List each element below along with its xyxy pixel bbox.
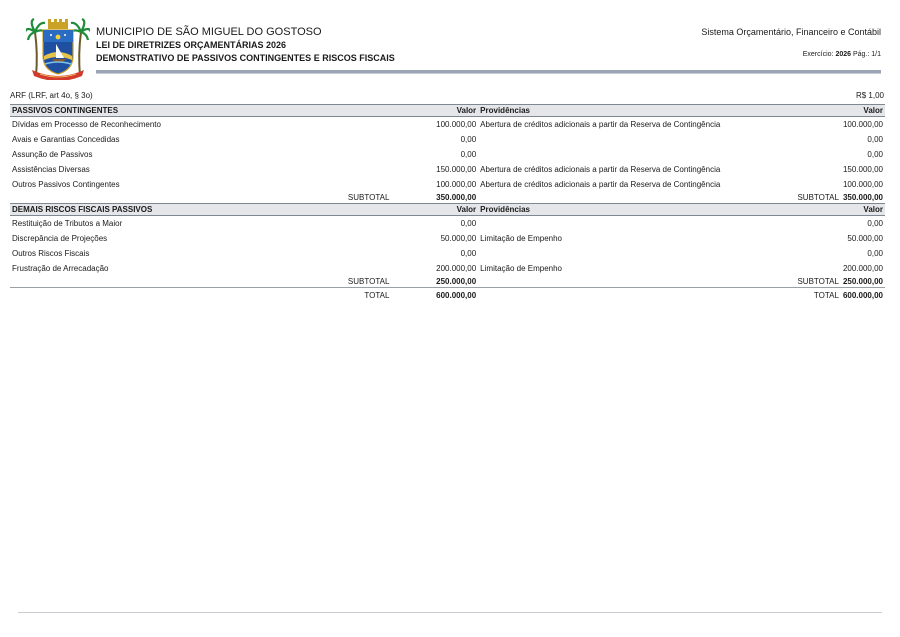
subtotal-providence-value: 250.000,00 [842,277,883,286]
row-label: Assistências Diversas [12,165,90,174]
spacer-cell [760,216,841,232]
row-label: Restituição de Tributos a Maior [12,219,123,228]
row-providence-value: 200.000,00 [842,264,883,273]
row-label: Avais e Garantias Concedidas [12,135,120,144]
spacer-cell [760,132,841,147]
row-providence-value: 0,00 [867,249,883,258]
row-providence: Limitação de Empenho [480,264,562,273]
row-providence-value: 100.000,00 [842,120,883,129]
providence-value-column-header: Valor [841,204,885,216]
total-value: 600.000,00 [436,290,477,300]
subtotal-label: SUBTOTAL [347,193,390,202]
municipal-coat-of-arms [26,18,90,80]
footer-divider [18,612,882,613]
exercise-label: Exercício: [802,51,834,58]
section-title: DEMAIS RISCOS FISCAIS PASSIVOS [10,204,391,216]
currency-unit: R$ 1,00 [855,91,884,100]
row-providence-value: 100.000,00 [842,180,883,189]
spacer-cell [478,192,760,204]
table-row [10,147,885,162]
subtotal-row [10,192,885,204]
row-label: Discrepância de Projeções [12,234,108,243]
row-providence: Abertura de créditos adicionais a partir da Reserva de Contingência [480,180,721,189]
spacer-cell [478,276,760,288]
report-title: DEMONSTRATIVO DE PASSIVOS CONTINGENTES E RISCOS FISCAIS [96,53,395,63]
row-providence-value: 150.000,00 [842,165,883,174]
row-label: Dívidas em Processo de Reconhecimento [12,120,161,129]
row-value: 0,00 [460,150,477,159]
row-label: Outros Riscos Fiscais [12,249,90,258]
law-title: LEI DE DIRETRIZES ORÇAMENTÁRIAS 2026 [96,40,287,50]
providences-column-header: Providências [478,105,760,117]
row-label: Frustração de Arrecadação [12,264,109,273]
row-value: 100.000,00 [436,120,477,129]
spacer-cell [760,261,841,276]
row-value: 0,00 [460,135,477,144]
subtotal-providence-value: 350.000,00 [842,193,883,202]
spacer-cell [760,117,841,133]
table-row [10,261,885,276]
total-providence-value: 600.000,00 [842,290,883,300]
providences-column-header: Providências [478,204,760,216]
row-value: 150.000,00 [436,165,477,174]
row-value: 200.000,00 [436,264,477,273]
subtotal-providence-label: SUBTOTAL [797,193,839,202]
report-meta [10,91,884,100]
exercise-year: 2026 [835,51,852,58]
row-providence [478,216,760,232]
municipality-name: MUNICIPIO DE SÃO MIGUEL DO GOSTOSO [96,26,322,38]
table-row [10,117,885,133]
exercise-info [701,51,881,58]
table-row [10,132,885,147]
spacer-cell [760,177,841,192]
value-column-header: Valor [391,105,478,117]
row-providence-value: 0,00 [867,219,883,228]
header-divider [96,70,881,74]
table-row [10,216,885,232]
row-providence-value: 50.000,00 [847,234,883,243]
system-header [701,26,881,58]
total-row [10,288,885,303]
row-value: 0,00 [460,249,477,258]
subtotal-value: 350.000,00 [436,193,477,202]
spacer-cell [760,147,841,162]
page-number: Pág.: 1/1 [852,51,881,58]
row-label: Assunção de Passivos [12,150,93,159]
row-value: 100.000,00 [436,180,477,189]
section-header-row [10,204,885,216]
subtotal-row [10,276,885,288]
row-providence: Abertura de créditos adicionais a partir da Reserva de Contingência [480,120,721,129]
providence-value-column-header: Valor [841,105,885,117]
legal-reference: ARF (LRF, art 4o, § 3o) [10,91,93,100]
row-providence-value: 0,00 [867,150,883,159]
row-providence: Abertura de créditos adicionais a partir da Reserva de Contingência [480,165,721,174]
table-row [10,162,885,177]
row-providence [478,246,760,261]
spacer-cell [760,246,841,261]
table-row [10,246,885,261]
total-label: TOTAL [364,290,390,300]
row-providence-value: 0,00 [867,135,883,144]
row-label: Outros Passivos Contingentes [12,180,120,189]
row-value: 0,00 [460,219,477,228]
spacer-cell [478,288,760,303]
spacer-cell [760,231,841,246]
system-name: Sistema Orçamentário, Financeiro e Contábil [701,27,881,37]
spacer-cell [760,105,841,117]
row-providence [478,132,760,147]
row-providence [478,147,760,162]
table-row [10,231,885,246]
row-providence: Limitação de Empenho [480,234,562,243]
spacer-cell [760,204,841,216]
table-row [10,177,885,192]
subtotal-label: SUBTOTAL [10,276,391,288]
subtotal-providence-label: SUBTOTAL [760,276,841,288]
spacer-cell [760,162,841,177]
section-title: PASSIVOS CONTINGENTES [10,105,391,117]
value-column-header: Valor [391,204,478,216]
contingent-liabilities-table [10,104,885,302]
report-header [96,26,395,65]
section-header-row [10,105,885,117]
total-providence-label: TOTAL [813,290,839,300]
subtotal-value: 250.000,00 [391,276,478,288]
row-value: 50.000,00 [440,234,477,243]
